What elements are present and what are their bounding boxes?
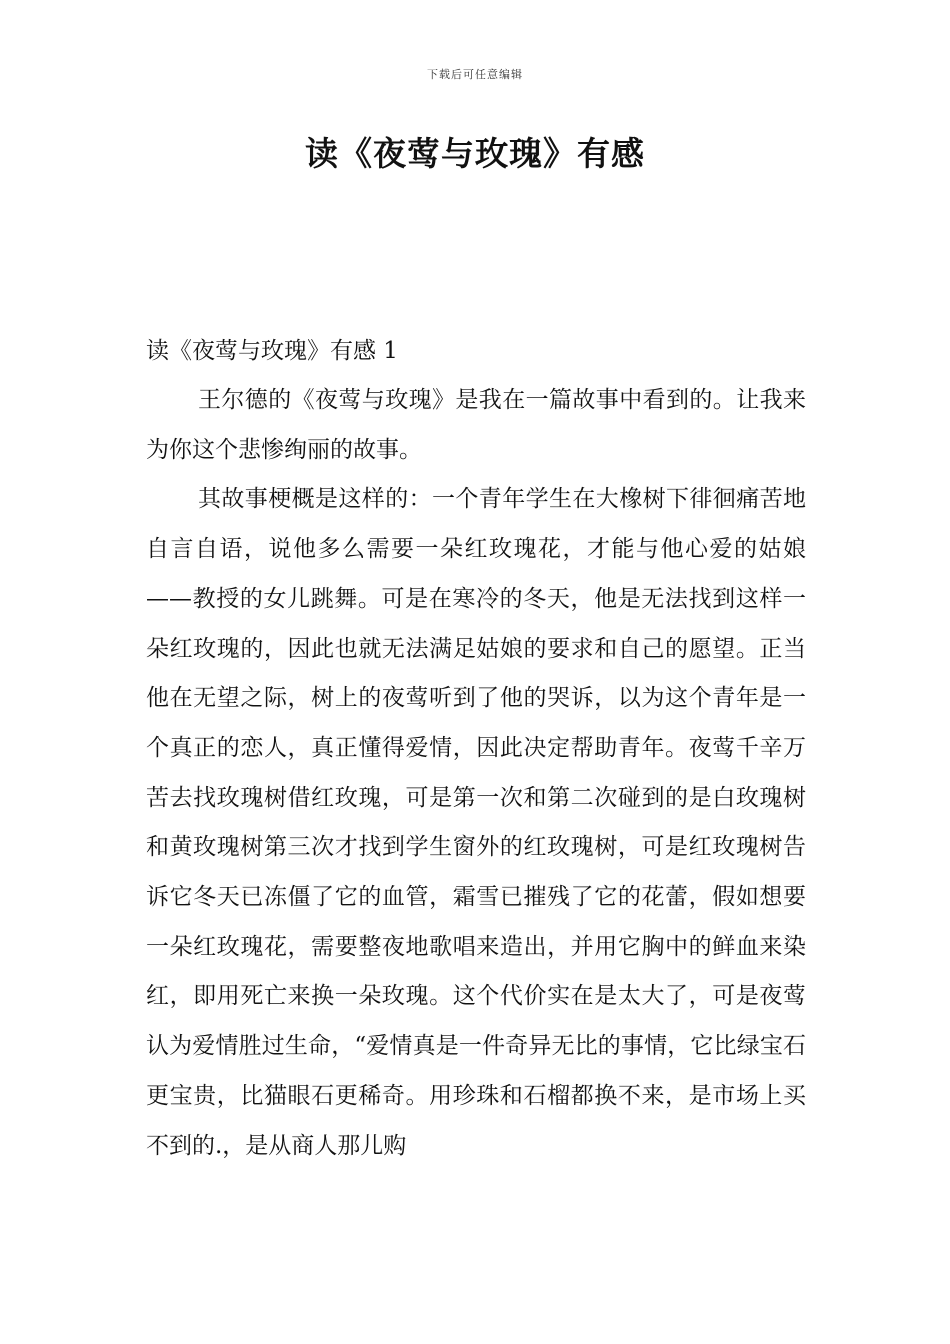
page-header-note: 下载后可任意编辑 [427, 68, 523, 81]
document-body [146, 326, 806, 1171]
paragraph-intro: 王尔德的《夜莺与玫瑰》是我在一篇故事中看到的。让我来为你这个悲惨绚丽的故事。 [146, 387, 806, 463]
section-heading: 读《夜莺与玫瑰》有感 1 [146, 338, 398, 364]
document-title: 读《夜莺与玫瑰》有感 [305, 134, 645, 173]
paragraph-synopsis: 其故事梗概是这样的：一个青年学生在大橡树下徘徊痛苦地自言自语，说他多么需要一朵红玫瑰花，才能与他心爱的姑娘——教授的女儿跳舞。可是在寒冷的冬天，他是无法找到这样一朵红玫瑰的，因此也就无法满足姑娘的要求和自己的愿望。正当他在无望之际，树上的夜莺听到了他的哭诉，以为这个青年是一个真正的恋人，真正懂得爱情，因此决定帮助青年。夜莺千辛万苦去找玫瑰树借红玫瑰，可是第一次和第二次碰到的是白玫瑰树和黄玫瑰树第三次才找到学生窗外的红玫瑰树，可是红玫瑰树告诉它冬天已冻僵了它的血管，霜雪已摧残了它的花蕾，假如想要一朵红玫瑰花，需要整夜地歌唱来造出，并用它胸中的鲜血来染红，即用死亡来换一朵玫瑰。这个代价实在是太大了，可是夜莺认为爱情胜过生命，“爱情真是一件奇异无比的事情，它比绿宝石更宝贵，比猫眼石更稀奇。用珍珠和石榴都换不来，是市场上买不到的.，是从商人那儿购 [146, 486, 806, 1159]
